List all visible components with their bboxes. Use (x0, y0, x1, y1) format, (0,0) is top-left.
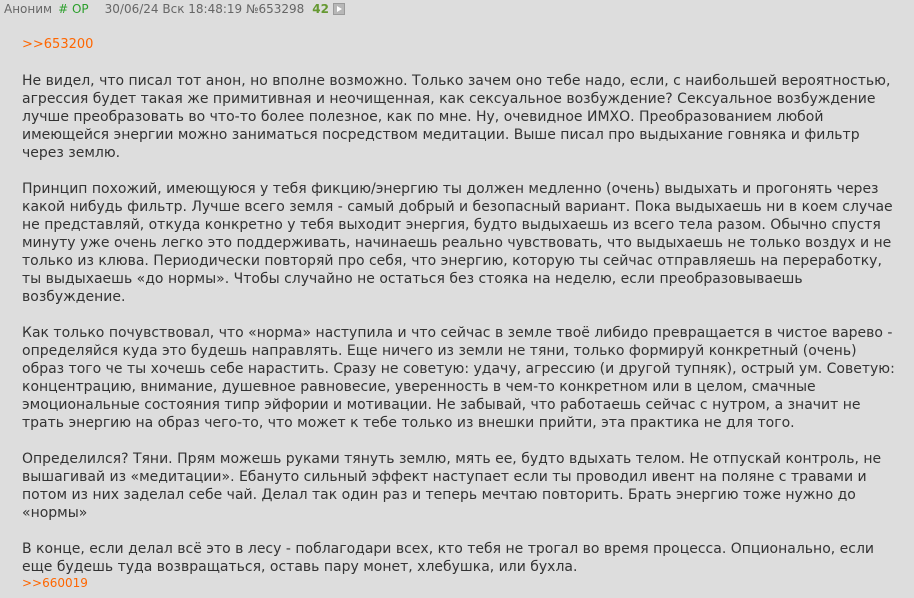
footer-reply-link[interactable]: >>660019 (22, 576, 88, 590)
reply-count[interactable]: 42 (312, 2, 329, 16)
post-paragraph: Не видел, что писал тот анон, но вполне возможно. Только зачем оно тебе надо, если, с наибольшей вероятностью, агрессия будет такая же примитивная и неочищенная, как сексуальное возбуждение? Сексуальное возбуждение лучше преобразовать во что-то более полезное, как по мне. Ну, очевидное ИМХО. Преобразованием любой имеющейся энергии можно заниматься посредством медитации. Выше писал про выдыхание говняка и фильтр через землю. (22, 73, 891, 161)
post-paragraph: Принцип похожий, имеющуюся у тебя фикцию/энергию ты должен медленно (очень) выдыхать и прогонять через какой нибудь фильтр. Лучше всего земля - самый добрый и безопасный вариант. Пока выдыхаешь ни в коем случае не представляй, откуда конкретно у тебя выходит энергия, будто выдыхаешь из всего тела разом. Обычно спустя минуту уже очень легко это поддерживать, начинаешь реально чувствовать, что выдыхаешь не только воздух и не только из клюва. Периодически повторяй про себя, что энергию, которую ты сейчас отправляешь на переработку, ты выдыхаешь «до нормы». Чтобы случайно не остаться без стояка на неделю, если преобразовываешь возбуждение. (22, 181, 893, 305)
reply-link[interactable]: >>653200 (22, 37, 94, 52)
post-datetime-and-number[interactable]: 30/06/24 Вск 18:48:19 №653298 (104, 2, 305, 16)
author-name: Аноним (4, 2, 53, 16)
post-header (4, 1, 345, 17)
post-paragraph: Как только почувствовал, что «норма» наступила и что сейчас в земле твоё либидо превращается в чистое варево - определяйся куда это будешь направлять. Еще ничего из земли не тяни, только формируй конкретный (очень) образ того че ты хочешь себе нарастить. Сразу не советую: удачу, агрессию (и другой тупняк), острый ум. Советую: концентрацию, внимание, душевное равновесие, уверенность в чем-то конкретном или в целом, смачные эмоциональные состояния типр эйфории и мотивации. Не забывай, что работаешь сейчас с нутром, а значит не трать энергию на образ чего-то, что может к тебе только из внешки прийти, эта практика не для того. (22, 325, 895, 431)
op-badge: # OP (58, 2, 89, 16)
post-body (22, 36, 902, 594)
post-paragraph: В конце, если делал всё это в лесу - поблагодари всех, кто тебя не трогал во время процесса. Опционально, если еще будешь туда возвращаться, оставь пару монет, хлебушка, или бухла. (22, 541, 875, 575)
post-paragraph: Определился? Тяни. Прям можешь руками тянуть землю, мять ее, будто вдыхать телом. Не отпускай контроль, не вышагивай из «медитации». Ебануто сильный эффект наступает если ты проводил ивент на поляне с травами и потом из них заделал себе чай. Делал так один раз и теперь мечтаю повторить. Брать энергию тоже нужно до «нормы» (22, 451, 882, 521)
play-icon[interactable] (333, 3, 345, 15)
